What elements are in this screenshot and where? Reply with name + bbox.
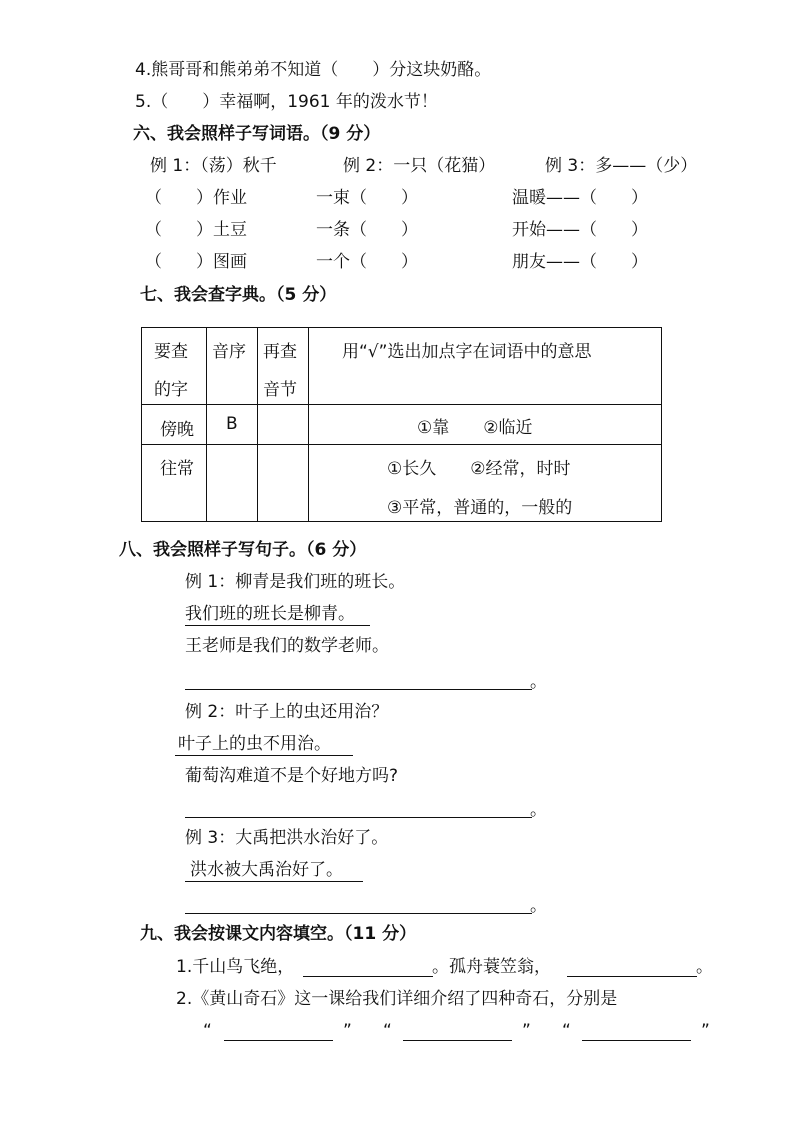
poem-line-c: 。 — [696, 957, 713, 977]
poem-blank-2[interactable] — [567, 975, 697, 977]
answer-line[interactable] — [185, 688, 532, 690]
quote-close: ” — [701, 1021, 710, 1041]
period: 。 — [530, 896, 547, 916]
section6-example-3: 例 3：多——（少） — [545, 156, 698, 176]
table-header-syllable: 再查 — [263, 342, 297, 362]
table-cell-meaning: ①靠 ②临近 — [417, 418, 533, 438]
question-sentence-1: 王老师是我们的数学老师。 — [185, 636, 389, 656]
section6-item: 温暖——（ ） — [512, 188, 648, 208]
answer-line[interactable] — [185, 912, 532, 914]
quote-open: “ — [562, 1021, 571, 1041]
quote-close: ” — [343, 1021, 352, 1041]
section6-example-2: 例 2：一只（花猫） — [343, 156, 496, 176]
table-cell-meaning: ③平常，普通的，一般的 — [387, 498, 573, 518]
table-cell-word: 往常 — [160, 459, 194, 479]
period: 。 — [530, 800, 547, 820]
section6-item: 开始——（ ） — [512, 220, 648, 240]
poem-line-a: 1.千山鸟飞绝， — [176, 957, 295, 977]
table-header-word: 的字 — [154, 380, 188, 400]
section6-item: 朋友——（ ） — [512, 252, 648, 272]
question-5: 5.（ ）幸福啊，1961 年的泼水节！ — [135, 92, 438, 112]
period: 。 — [530, 672, 547, 692]
stone-blank-2[interactable] — [403, 1039, 512, 1041]
section6-item: （ ）图画 — [145, 252, 247, 272]
example-2: 例 2：叶子上的虫还用治？ — [185, 702, 389, 722]
section6-item: （ ）作业 — [145, 188, 247, 208]
quote-open: “ — [383, 1021, 392, 1041]
quote-open: “ — [203, 1021, 212, 1041]
section6-example-1: 例 1：（荡）秋千 — [150, 156, 277, 176]
section6-item: 一条（ ） — [316, 220, 418, 240]
table-cell-order: B — [226, 414, 238, 434]
section6-item: 一束（ ） — [316, 188, 418, 208]
table-header-word: 要查 — [154, 342, 188, 362]
example-2-answer: 叶子上的虫不用治。 — [178, 734, 331, 754]
example-3: 例 3：大禹把洪水治好了。 — [185, 828, 389, 848]
example-1-answer: 我们班的班长是柳青。 — [185, 604, 355, 624]
dictionary-table — [141, 327, 662, 522]
section9-heading: 九、我会按课文内容填空。（11 分） — [140, 924, 417, 944]
table-cell-word: 傍晚 — [160, 420, 194, 440]
question-huangshan: 2.《黄山奇石》这一课给我们详细介绍了四种奇石，分别是 — [176, 989, 618, 1009]
answer-line[interactable] — [185, 816, 532, 818]
poem-line-b: 。孤舟蓑笠翁， — [432, 957, 551, 977]
quote-close: ” — [522, 1021, 531, 1041]
question-4: 4.熊哥哥和熊弟弟不知道（ ）分这块奶酪。 — [135, 60, 492, 80]
section6-item: 一个（ ） — [316, 252, 418, 272]
stone-blank-3[interactable] — [582, 1039, 691, 1041]
table-cell-meaning: ①长久 ②经常，时时 — [387, 459, 571, 479]
section6-heading: 六、我会照样子写词语。（9 分） — [133, 124, 381, 144]
example-1: 例 1：柳青是我们班的班长。 — [185, 572, 406, 592]
section7-heading: 七、我会查字典。（5 分） — [140, 285, 337, 305]
stone-blank-1[interactable] — [224, 1039, 333, 1041]
question-sentence-2: 葡萄沟难道不是个好地方吗? — [185, 766, 399, 786]
table-header-order: 音序 — [212, 342, 246, 362]
poem-blank-1[interactable] — [303, 975, 433, 977]
table-header-syllable: 音节 — [263, 380, 297, 400]
section8-heading: 八、我会照样子写句子。（6 分） — [119, 540, 367, 560]
example-3-answer: 洪水被大禹治好了。 — [190, 860, 343, 880]
section6-item: （ ）土豆 — [145, 220, 247, 240]
table-header-meaning: 用“√”选出加点字在词语中的意思 — [342, 342, 592, 362]
